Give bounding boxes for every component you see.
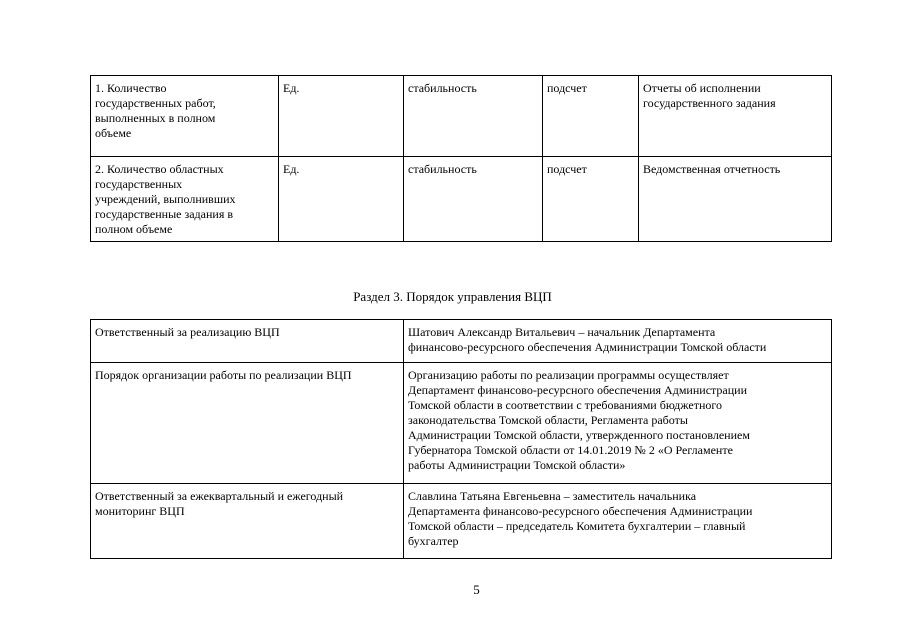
indicator-unit-cell: Ед. (279, 76, 404, 157)
indicator-unit-cell: Ед. (279, 157, 404, 242)
management-label-cell: Ответственный за реализацию ВЦП (91, 320, 404, 363)
indicator-source-cell: Отчеты об исполнении государственного задания (639, 76, 832, 157)
management-label-cell: Порядок организации работы по реализации ВЦП (91, 363, 404, 484)
indicator-trend-cell: стабильность (404, 76, 543, 157)
management-value-cell: Шатович Александр Витальевич – начальник Департамента финансово-ресурсного обеспечения Администрации Томской области (404, 320, 832, 363)
table-row (91, 363, 832, 484)
indicators-table (90, 75, 832, 242)
management-table (90, 319, 832, 559)
indicator-name-cell: 1. Количество государственных работ, выполненных в полном объеме (91, 76, 279, 157)
indicator-method-cell: подсчет (543, 76, 639, 157)
table-row (91, 76, 832, 157)
indicator-method-cell: подсчет (543, 157, 639, 242)
indicator-trend-cell: стабильность (404, 157, 543, 242)
page-number: 5 (473, 582, 480, 597)
section-title: Раздел 3. Порядок управления ВЦП (353, 289, 552, 304)
indicator-source-cell: Ведомственная отчетность (639, 157, 832, 242)
table-row (91, 157, 832, 242)
management-value-cell: Организацию работы по реализации программы осуществляет Департамент финансово-ресурсного обеспечения Администрации Томской области в соответствии с требованиями бюджетного законодательства Томской области, Регламента работы Администрации Томской области, утвержденного постановлением Губернатора Томской области от 14.01.2019 № 2 «О Регламенте работы Администрации Томской области» (404, 363, 832, 484)
table-row (91, 320, 832, 363)
management-value-cell: Славлина Татьяна Евгеньевна – заместитель начальника Департамента финансово-ресурсного обеспечения Администрации Томской области – председатель Комитета бухгалтерии – главный бухгалтер (404, 484, 832, 559)
table-row (91, 484, 832, 559)
management-label-cell: Ответственный за ежеквартальный и ежегодный мониторинг ВЦП (91, 484, 404, 559)
indicator-name-cell: 2. Количество областных государственных учреждений, выполнивших государственные задания в полном объеме (91, 157, 279, 242)
